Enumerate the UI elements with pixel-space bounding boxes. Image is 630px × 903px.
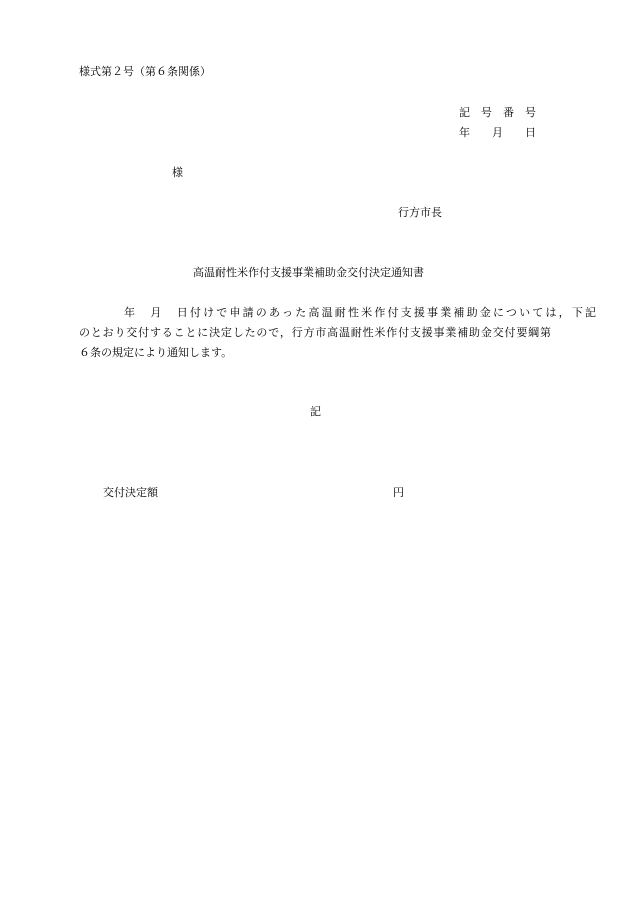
document-number: 記 号 番 号 <box>459 106 536 119</box>
ki-heading: 記 <box>310 405 321 418</box>
issuer-name: 行方市長 <box>398 206 442 219</box>
grant-amount-unit: 円 <box>393 486 404 499</box>
body-text-line-1: 年 月 日付けで申請のあった高温耐性米作付支援事業補助金については，下記 <box>124 306 596 319</box>
document-date: 年 月 日 <box>459 126 536 139</box>
body-text-line-3: ６条の規定により通知します。 <box>79 346 233 359</box>
recipient-name: 様 <box>172 166 183 179</box>
grant-amount-label: 交付決定額 <box>103 486 158 499</box>
body-text-line-2: のとおり交付することに決定したので，行方市高温耐性米作付支援事業補助金交付要綱第 <box>79 326 551 339</box>
document-title: 高温耐性米作付支援事業補助金交付決定通知書 <box>193 266 424 279</box>
form-number: 様式第２号（第６条関係） <box>79 65 211 78</box>
